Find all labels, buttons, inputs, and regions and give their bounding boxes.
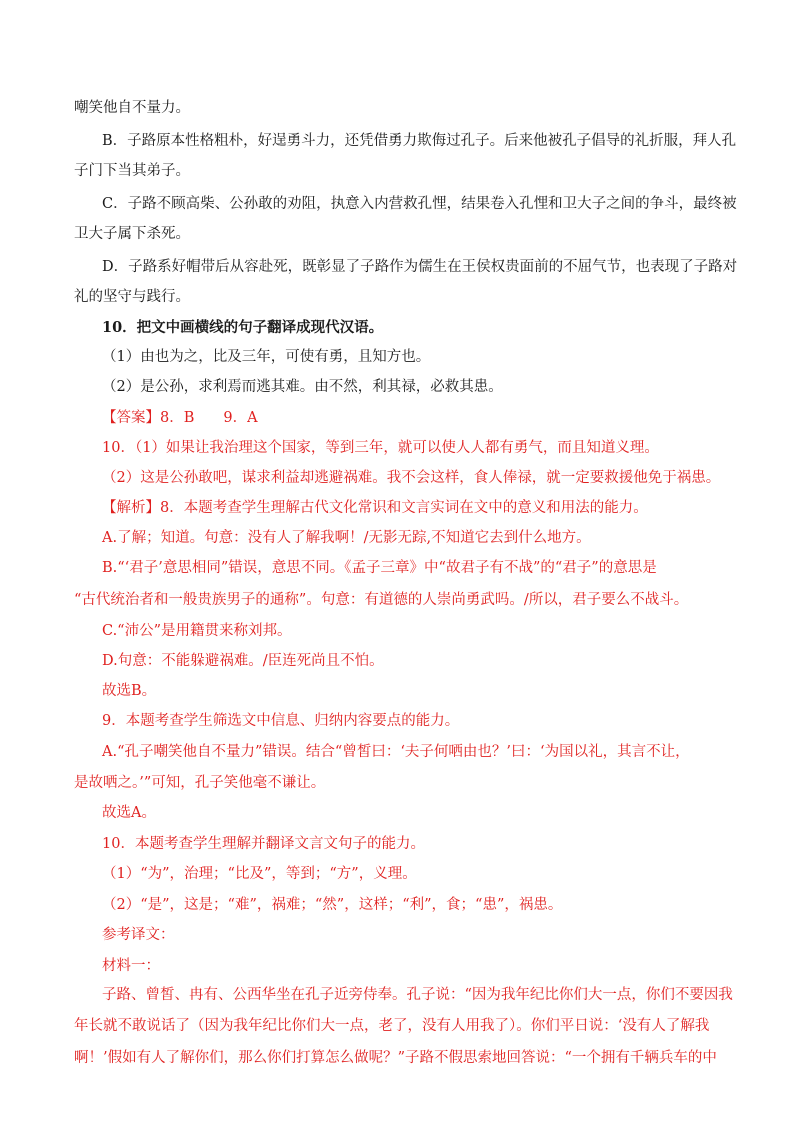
text-line: （1）“为”，治理；“比及”，等到；“方”，义理。 [102, 866, 417, 882]
text-line: 材料一： [102, 958, 160, 974]
text-line: 故选A。 [102, 805, 156, 821]
text-line: 参考译文： [102, 927, 175, 943]
text-line: 啊！’假如有人了解你们，那么你们打算怎么做呢？”子路不假思索地回答说：“一个拥有千辆兵车的中 [74, 1050, 717, 1066]
text-line: 故选B。 [102, 683, 157, 699]
text-line: 【答案】8．B 9．A [102, 410, 258, 426]
text-line: 子路、曾皙、冉有、公西华坐在孔子近旁侍奉。孔子说：“因为我年纪比你们大一点，你们不要因我 [102, 987, 733, 1003]
text-line: （2）是公孙，求利焉而逃其难。由不然，利其禄，必救其患。 [102, 379, 503, 395]
text-line: D.句意：不能躲避祸难。/臣连死尚且不怕。 [102, 653, 384, 669]
text-line: 年长就不敢说话了（因为我年纪比你们大一点，老了，没有人用我了）。你们平日说：‘没有人了解我 [74, 1018, 710, 1034]
text-line: 礼的坚守与践行。 [74, 289, 190, 305]
text-line: 是故哂之。’”可知，孔子笑他毫不谦让。 [74, 775, 326, 791]
text-line: D．子路系好帽带后从容赴死，既彰显了子路作为儒生在王侯权贵面前的不屈气节，也表现了子路对 [102, 259, 738, 275]
text-line: （2）“是”，这是；“难”，祸难；“然”，这样；“利”，食；“患”，祸患。 [102, 897, 563, 913]
text-line: B.“‘君子’意思相同”错误，意思不同。《孟子三章》中“故君子有不战”的“君子”的意思是 [102, 560, 657, 576]
text-line: 【解析】8．本题考查学生理解古代文化常识和文言实词在文中的意义和用法的能力。 [102, 500, 648, 516]
text-line: （2）这是公孙敢吧，谋求利益却逃避祸难。我不会这样，食人俸禄，就一定要救援他免于祸患。 [102, 470, 721, 486]
text-line: 10．本题考查学生理解并翻译文言文句子的能力。 [102, 836, 425, 852]
text-line: B．子路原本性格粗朴，好逞勇斗力，还凭借勇力欺侮过孔子。后来他被孔子倡导的礼折服，拜人孔 [102, 133, 737, 149]
text-line: 卫大子属下杀死。 [74, 226, 190, 242]
text-line: （1）由也为之，比及三年，可使有勇，且知方也。 [102, 349, 431, 365]
text-line: A.“孔子嘲笑他自不量力”错误。结合“曾皙曰：‘夫子何哂由也？’曰：‘为国以礼，其言不让， [102, 744, 690, 760]
text-line: C.“沛公”是用籍贯来称刘邦。 [102, 623, 292, 639]
text-line: 9．本题考查学生筛选文中信息、归纳内容要点的能力。 [102, 713, 460, 729]
text-line: “古代统治者和一般贵族男子的通称”。句意：有道德的人崇尚勇武吗。/所以，君子要么不战斗。 [74, 592, 689, 608]
text-line: 嘲笑他自不量力。 [74, 100, 190, 116]
text-line: C．子路不顾高柴、公孙敢的劝阻，执意入内营救孔悝，结果卷入孔悝和卫大子之间的争斗，最终被 [102, 196, 737, 212]
text-line: A.了解；知道。句意：没有人了解我啊！/无影无踪,不知道它去到什么地方。 [102, 530, 591, 546]
question-heading: 10．把文中画横线的句子翻译成现代汉语。 [102, 319, 384, 336]
text-line: 10．（1）如果让我治理这个国家，等到三年，就可以使人人都有勇气，而且知道义理。 [102, 440, 659, 456]
text-line: 子门下当其弟子。 [74, 163, 190, 179]
